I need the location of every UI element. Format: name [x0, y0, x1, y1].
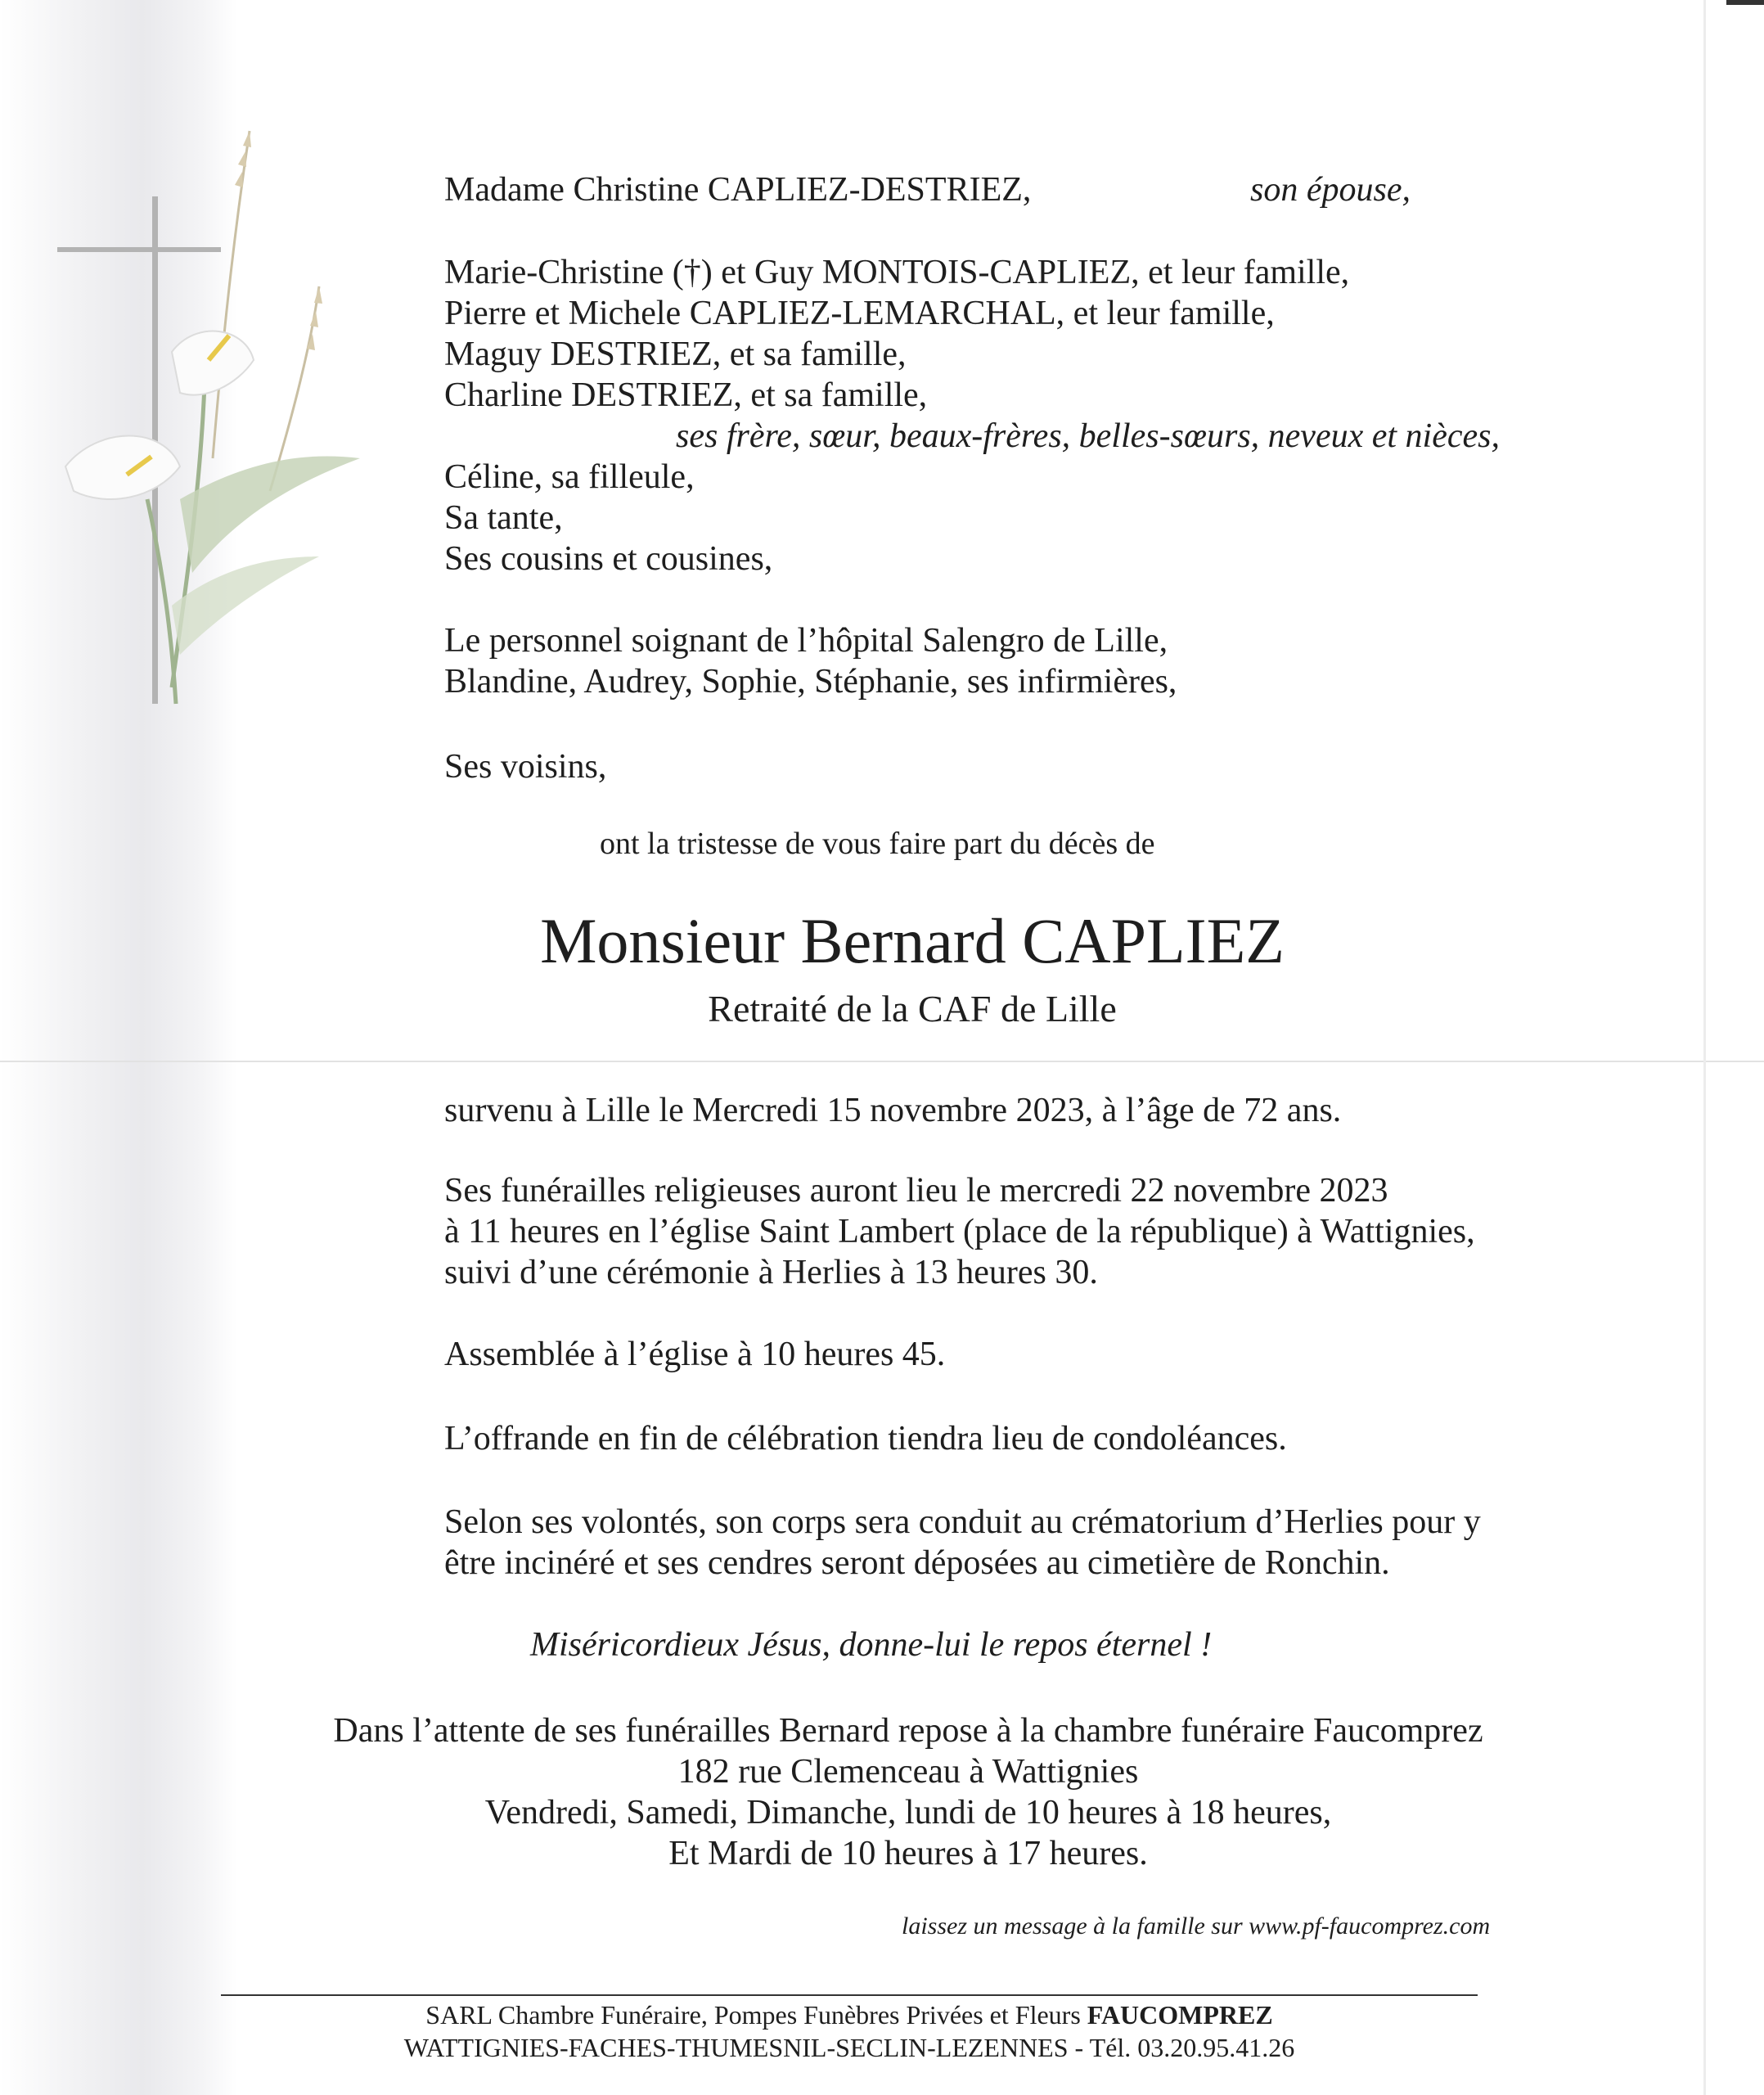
- footer-divider: [221, 1994, 1478, 1996]
- spouse-role: son épouse,: [1250, 171, 1411, 209]
- paper-fold-line: [0, 1061, 1764, 1062]
- assembly-line: Assemblée à l’église à 10 heures 45.: [444, 1336, 946, 1373]
- family-member-3: Maguy DESTRIEZ, et sa famille,: [444, 336, 907, 373]
- goddaughter-line: Céline, sa filleule,: [444, 458, 695, 496]
- death-details: survenu à Lille le Mercredi 15 novembre 2023, à l’âge de 72 ans.: [444, 1092, 1342, 1129]
- deceased-title: Retraité de la CAF de Lille: [708, 988, 1117, 1029]
- footer-company-line: [221, 1998, 1478, 2031]
- family-members-role: ses frère, sœur, beaux-frères, belles-sœurs, neveux et nièces,: [676, 417, 1500, 455]
- staff-line-1: Le personnel soignant de l’hôpital Salengro de Lille,: [444, 622, 1168, 660]
- footer-locations-phone: WATTIGNIES-FACHES-THUMESNIL-SECLIN-LEZENNES - Tél. 03.20.95.41.26: [403, 2033, 1295, 2062]
- visitation-line-4: Et Mardi de 10 heures à 17 heures.: [668, 1835, 1148, 1872]
- family-member-4: Charline DESTRIEZ, et sa famille,: [444, 376, 928, 414]
- wishes-line-1: Selon ses volontés, son corps sera conduit au crématorium d’Herlies pour y: [444, 1503, 1481, 1541]
- offering-line: L’offrande en fin de célébration tiendra lieu de condoléances.: [444, 1420, 1287, 1457]
- visitation-line-1: Dans l’attente de ses funérailles Bernard repose à la chambre funéraire Faucomprez: [333, 1712, 1483, 1750]
- scan-corner-mark: [1726, 0, 1764, 5]
- funeral-line-2: à 11 heures en l’église Saint Lambert (place de la république) à Wattignies,: [444, 1213, 1475, 1250]
- staff-line-2: Blandine, Audrey, Sophie, Stéphanie, ses infirmières,: [444, 663, 1177, 701]
- announcement-text: ont la tristesse de vous faire part du décès de: [600, 827, 1155, 861]
- cousins-line: Ses cousins et cousines,: [444, 540, 773, 578]
- cross-lily-wheat-icon: [49, 115, 376, 737]
- deceased-name: Monsieur Bernard CAPLIEZ: [540, 905, 1285, 976]
- paper-edge: [1703, 0, 1706, 2095]
- funeral-line-3: suivi d’une cérémonie à Herlies à 13 heures 30.: [444, 1254, 1098, 1291]
- neighbors-line: Ses voisins,: [444, 748, 607, 786]
- family-member-2: Pierre et Michele CAPLIEZ-LEMARCHAL, et leur famille,: [444, 295, 1275, 332]
- family-member-1: Marie-Christine (†) et Guy MONTOIS-CAPLIEZ, et leur famille,: [444, 254, 1350, 291]
- funeral-line-1: Ses funérailles religieuses auront lieu le mercredi 22 novembre 2023: [444, 1172, 1388, 1210]
- prayer-line: Miséricordieux Jésus, donne-lui le repos éternel !: [530, 1626, 1213, 1664]
- footer-company-name: FAUCOMPREZ: [1087, 2000, 1273, 2030]
- spouse-name: Madame Christine CAPLIEZ-DESTRIEZ,: [444, 171, 1032, 209]
- visitation-line-3: Vendredi, Samedi, Dimanche, lundi de 10 heures à 18 heures,: [484, 1794, 1332, 1831]
- aunt-line: Sa tante,: [444, 499, 563, 537]
- message-link-line: laissez un message à la famille sur www.pf-faucomprez.com: [902, 1913, 1491, 1940]
- visitation-line-2: 182 rue Clemenceau à Wattignies: [677, 1753, 1139, 1791]
- footer-company-prefix: SARL Chambre Funéraire, Pompes Funèbres Privées et Fleurs: [425, 2000, 1087, 2030]
- wishes-line-2: être incinéré et ses cendres seront déposées au cimetière de Ronchin.: [444, 1544, 1390, 1582]
